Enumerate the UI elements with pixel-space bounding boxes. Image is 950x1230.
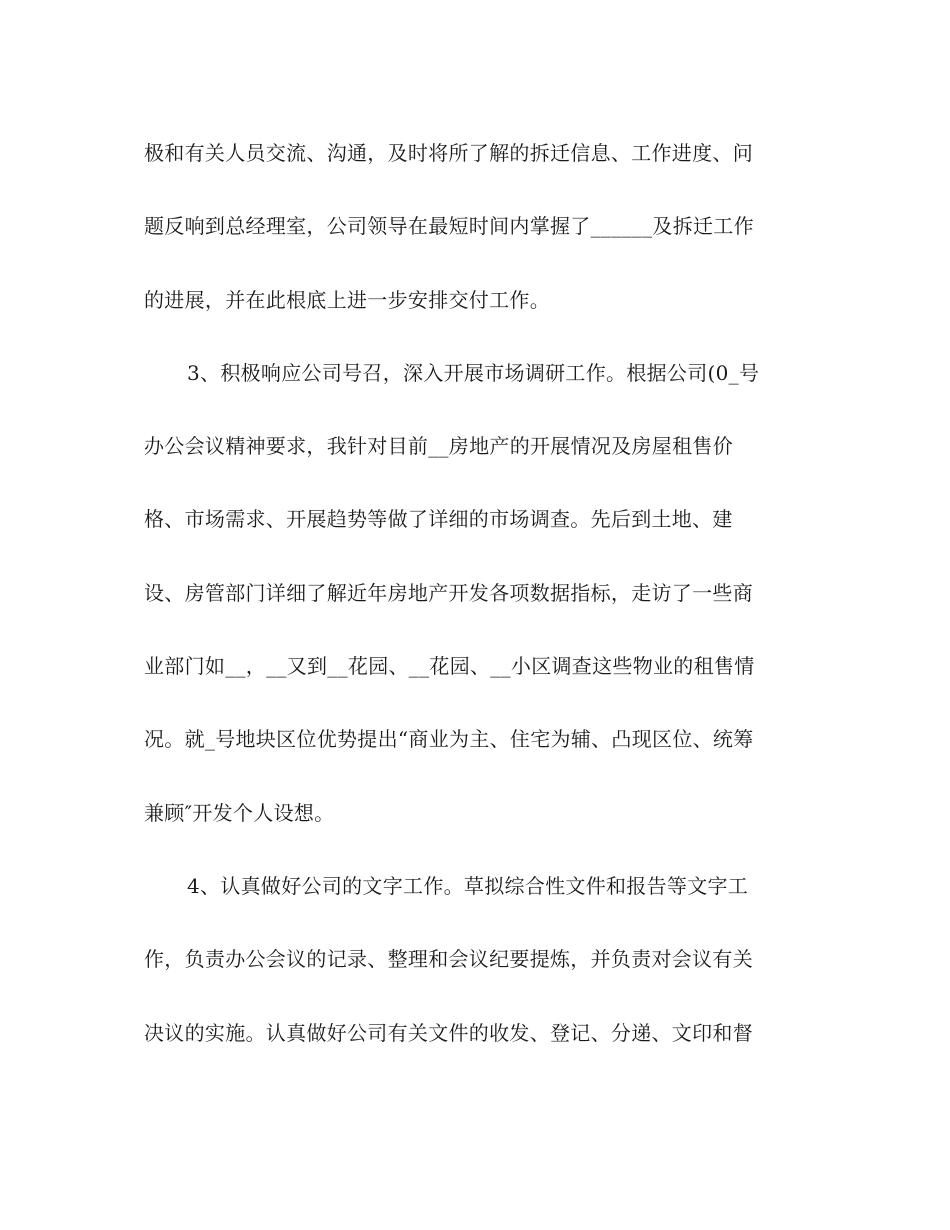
text-line-6: 格、市场需求、开展趋势等做了详细的市场调查。先后到土地、建 (144, 507, 733, 532)
text-line-13: 决议的实施。认真做好公司有关文件的收发、登记、分递、文印和督 (144, 1020, 753, 1045)
paragraph-4-first-line: 4、认真做好公司的文字工作。草拟综合性文件和报告等文字工 (187, 873, 749, 898)
text-line-8: 业部门如__，__又到__花园、__花园、__小区调查这些物业的租售情 (144, 654, 755, 679)
text-line-2: 题反响到总经理室，公司领导在最短时间内掌握了______及拆迁工作 (144, 214, 754, 239)
text-line-7: 设、房管部门详细了解近年房地产开发各项数据指标，走访了一些商 (144, 580, 753, 605)
text-line-5: 办公会议精神要求，我针对目前__房地产的开展情况及房屋租售价 (144, 434, 733, 459)
text-line-12: 作，负责办公会议的记录、整理和会议纪要提炼，并负责对会议有关 (144, 947, 753, 972)
paragraph-3-first-line: 3、积极响应公司号召，深入开展市场调研工作。根据公司(0_号 (187, 360, 760, 385)
body-text (144, 130, 804, 1083)
text-line-9: 况。就_号地块区位优势提出“商业为主、住宅为辅、凸现区位、统筹 (144, 727, 754, 752)
text-line-1: 极和有关人员交流、沟通，及时将所了解的拆迁信息、工作进度、问 (144, 141, 753, 165)
text-line-3: 的进展，并在此根底上进一步安排交付工作。 (144, 287, 550, 312)
text-line-10: 兼顾″开发个人设想。 (144, 800, 335, 825)
